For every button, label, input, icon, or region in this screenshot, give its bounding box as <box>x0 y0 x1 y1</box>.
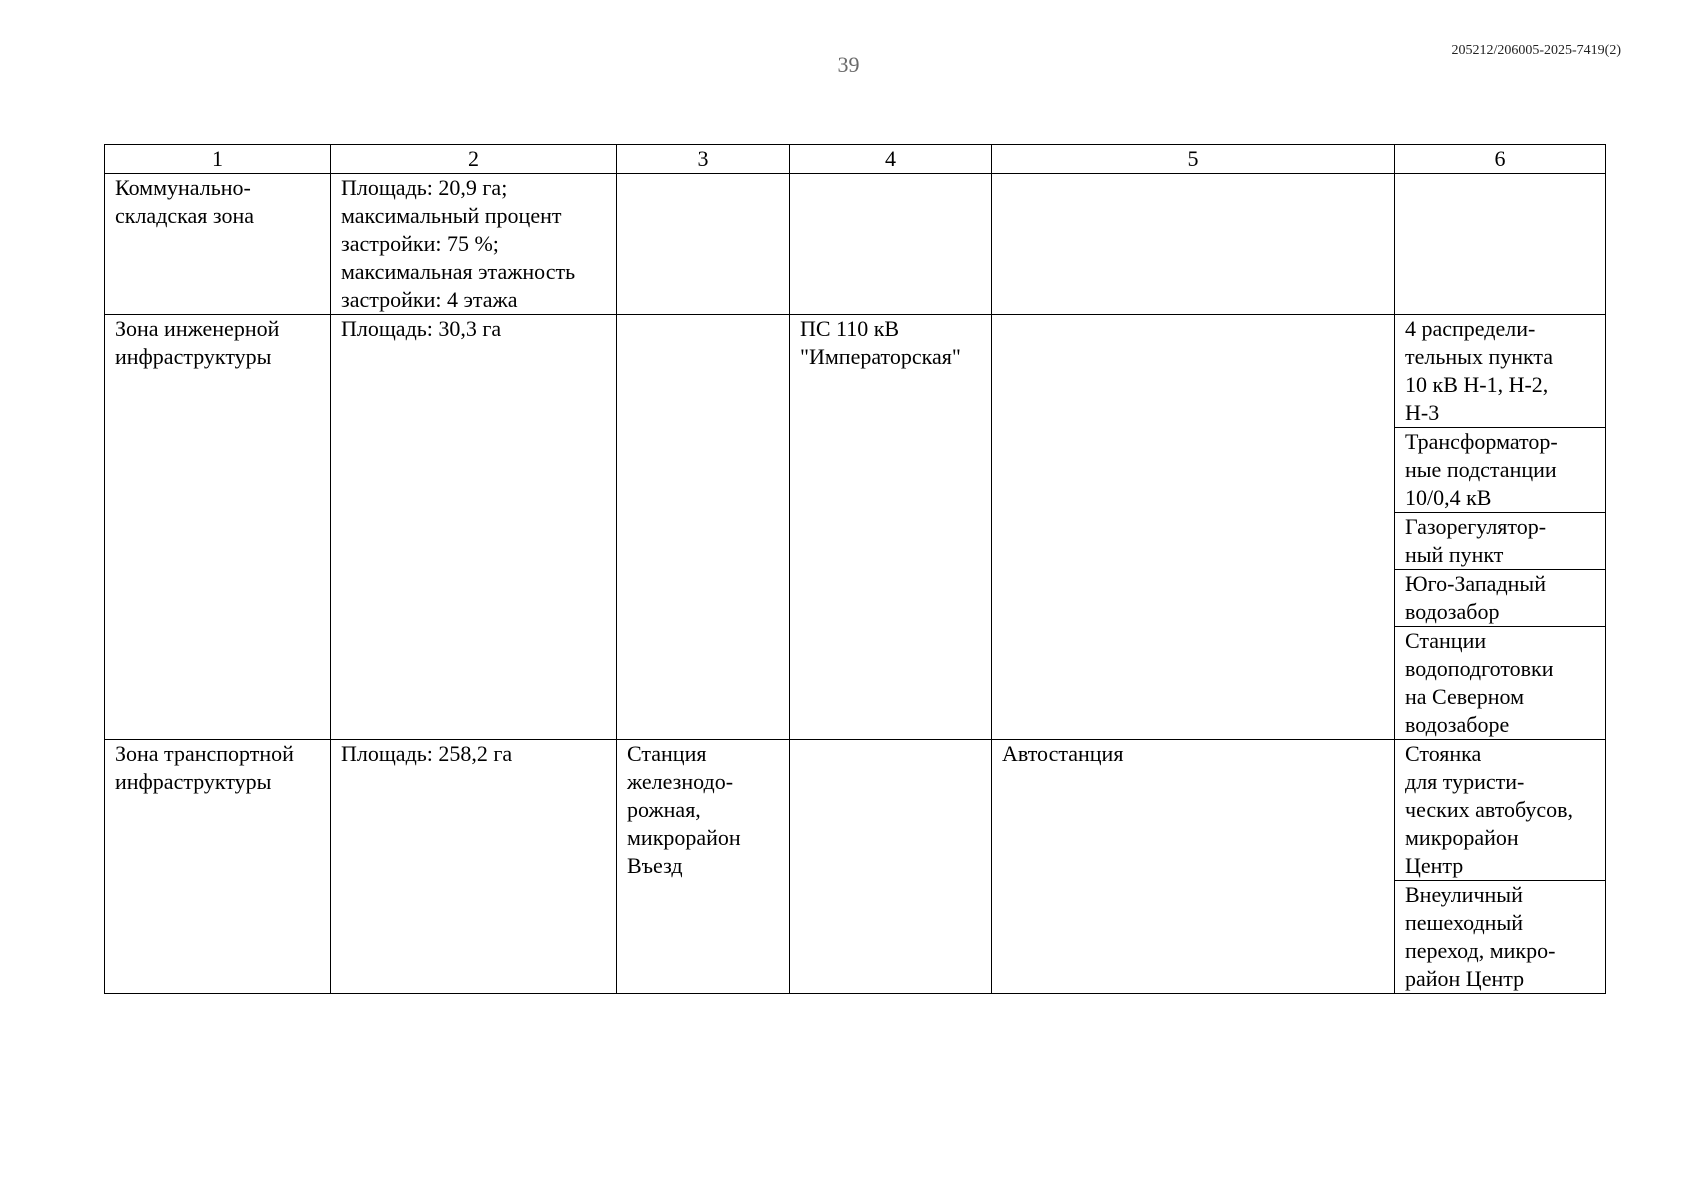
header-cell: 6 <box>1395 145 1606 174</box>
col6-cell: 4 распредели- тельных пункта 10 кВ Н-1, Н-2, Н-3 <box>1395 315 1606 428</box>
col4-cell <box>790 740 992 994</box>
col6-cell: Трансформатор- ные подстанции 10/0,4 кВ <box>1395 428 1606 513</box>
col6-cell: Внеуличный пешеходный переход, микро- район Центр <box>1395 881 1606 994</box>
col5-cell: Автостанция <box>992 740 1395 994</box>
col4-cell <box>790 174 992 315</box>
document-code: 205212/206005-2025-7419(2) <box>1451 43 1621 58</box>
header-cell: 5 <box>992 145 1395 174</box>
col4-cell: ПС 110 кВ "Императорская" <box>790 315 992 740</box>
col3-cell: Станция железнодо- рожная, микрорайон Въезд <box>617 740 790 994</box>
header-row <box>105 145 1606 174</box>
zone-name-cell: Зона транспортной инфраструктуры <box>105 740 331 994</box>
header-cell: 2 <box>331 145 617 174</box>
zone-name-cell: Коммунально- складская зона <box>105 174 331 315</box>
col6-cell <box>1395 174 1606 315</box>
zones-table <box>104 144 1606 994</box>
zone-params-cell: Площадь: 30,3 га <box>331 315 617 740</box>
page-number: 39 <box>837 52 860 77</box>
col3-cell <box>617 174 790 315</box>
col6-cell: Юго-Западный водозабор <box>1395 570 1606 627</box>
col6-cell: Газорегулятор- ный пункт <box>1395 513 1606 570</box>
table-row <box>105 174 1606 315</box>
col6-cell: Стоянка для туристи- ческих автобусов, микрорайон Центр <box>1395 740 1606 881</box>
col6-cell: Станции водоподготовки на Северном водозаборе <box>1395 627 1606 740</box>
table-row <box>105 315 1606 428</box>
table-row <box>105 740 1606 881</box>
zone-name-cell: Зона инженерной инфраструктуры <box>105 315 331 740</box>
header-cell: 4 <box>790 145 992 174</box>
col3-cell <box>617 315 790 740</box>
col5-cell <box>992 174 1395 315</box>
zone-params-cell: Площадь: 20,9 га; максимальный процент застройки: 75 %; максимальная этажность застройки: 4 этажа <box>331 174 617 315</box>
col5-cell <box>992 315 1395 740</box>
zone-params-cell: Площадь: 258,2 га <box>331 740 617 994</box>
header-cell: 3 <box>617 145 790 174</box>
header-cell: 1 <box>105 145 331 174</box>
